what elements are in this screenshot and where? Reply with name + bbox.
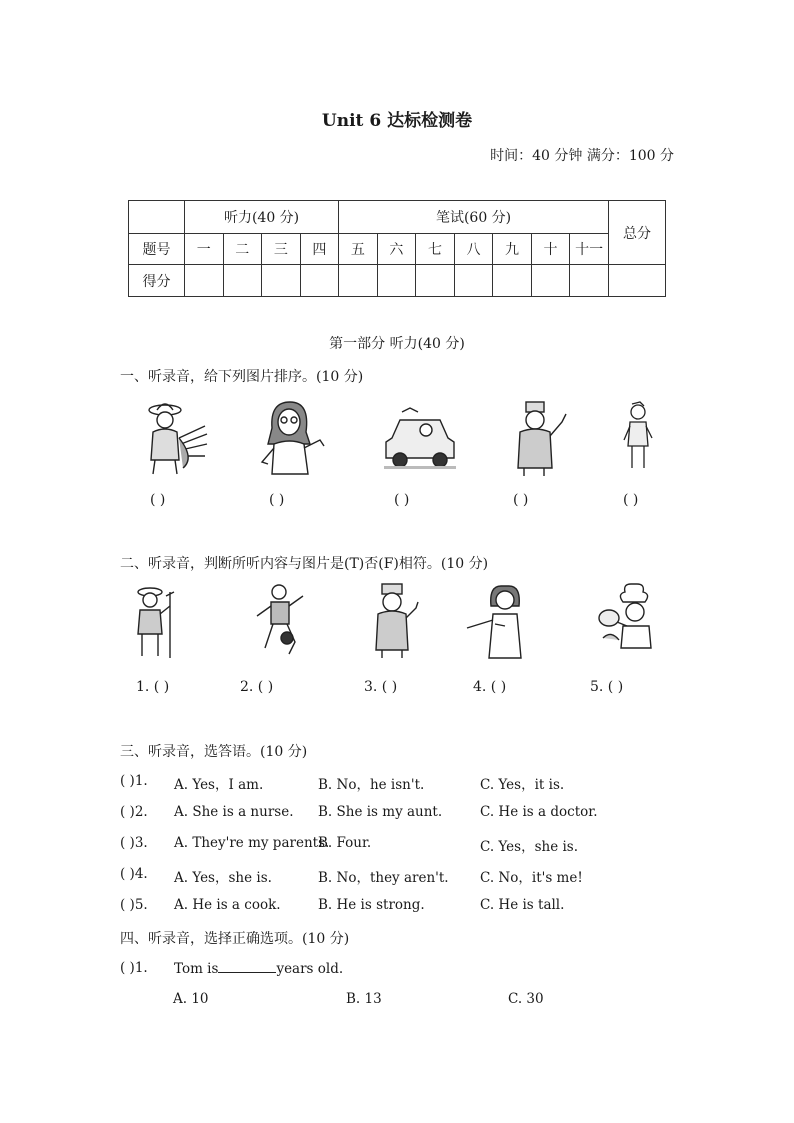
answer-blank[interactable]: ( ) [513,492,529,508]
option-c: C. No，it's me! [480,870,583,886]
tf-blank-2[interactable]: 2. ( ) [240,679,274,695]
tf-blank-1[interactable]: 1. ( ) [136,679,170,695]
option-a: A. He is a cook. [174,897,281,913]
girl-icon [250,398,330,478]
part-one-heading: 第一部分 听力(40 分) [329,336,465,352]
option-b: B. 13 [346,991,382,1007]
question-number[interactable]: ( )5. [120,897,148,913]
item-cell: 二 [223,234,262,265]
option-c: C. Yes，it is. [480,777,565,793]
item-row-label: 题号 [129,234,185,265]
score-table [128,200,666,297]
doctor-icon [360,582,440,662]
item-cell: 十一 [570,234,609,265]
answer-blank[interactable]: ( ) [269,492,285,508]
question-number[interactable]: ( )1. [120,773,148,789]
score-cell[interactable] [531,265,570,297]
teacher-icon [465,582,545,662]
tf-blank-5[interactable]: 5. ( ) [590,679,624,695]
section-4-heading: 四、听录音，选择正确选项。(10 分) [120,931,350,947]
section-3-heading: 三、听录音，选答语。(10 分) [120,744,308,760]
item-cell: 十 [531,234,570,265]
option-a: A. Yes，she is. [174,870,272,886]
score-cell[interactable] [570,265,609,297]
option-b: B. He is strong. [318,897,425,913]
score-cell[interactable] [454,265,493,297]
item-cell: 八 [454,234,493,265]
option-b: B. No，they aren't. [318,870,449,886]
question-number[interactable]: ( )2. [120,804,148,820]
writing-header: 笔试(60 分) [339,201,609,234]
score-cell[interactable] [339,265,378,297]
exam-meta: 时间：40 分钟 满分：100 分 [490,148,674,164]
item-cell: 五 [339,234,378,265]
question-number[interactable]: ( )4. [120,866,148,882]
answer-blank[interactable]: ( ) [394,492,410,508]
fill-blank[interactable] [218,960,276,973]
option-c: C. Yes，she is. [480,839,579,855]
score-cell[interactable] [377,265,416,297]
tf-blank-3[interactable]: 3. ( ) [364,679,398,695]
stem-end: years old. [276,961,344,977]
stem-start: Tom is [174,961,219,977]
item-cell: 四 [300,234,339,265]
option-a: A. 10 [173,991,209,1007]
item-cell: 九 [493,234,532,265]
total-header: 总分 [609,201,666,265]
option-c: C. He is tall. [480,897,565,913]
score-row-label: 得分 [129,265,185,297]
farmer-boy-icon [120,582,200,662]
score-cell[interactable] [493,265,532,297]
item-cell: 三 [262,234,301,265]
score-cell[interactable] [223,265,262,297]
corner-cell [129,201,185,234]
option-b: B. Four. [318,835,372,851]
tf-blank-4[interactable]: 4. ( ) [473,679,507,695]
farmer-icon [135,398,215,478]
score-cell[interactable] [300,265,339,297]
football-player-icon [243,582,323,662]
doctor-icon [500,398,580,478]
answer-blank[interactable]: ( ) [150,492,166,508]
nurse-icon [612,398,692,478]
item-cell: 六 [377,234,416,265]
section-2-heading: 二、听录音，判断所听内容与图片是(T)否(F)相符。(10 分) [120,556,489,572]
option-c: C. 30 [508,991,544,1007]
question-stem [174,960,343,977]
answer-blank[interactable]: ( ) [623,492,639,508]
question-number[interactable]: ( )3. [120,835,148,851]
item-cell: 七 [416,234,455,265]
option-b: B. No，he isn't. [318,777,425,793]
taxi-driver-icon [380,398,460,478]
item-cell: 一 [185,234,224,265]
option-a: A. She is a nurse. [174,804,294,820]
option-a: A. Yes，I am. [174,777,264,793]
cook-icon [593,582,673,662]
option-b: B. She is my aunt. [318,804,443,820]
page-title: Unit 6 达标检测卷 [321,111,473,131]
listening-header: 听力(40 分) [185,201,339,234]
score-cell[interactable] [185,265,224,297]
option-a: A. They're my parents. [174,835,330,851]
section-1-heading: 一、听录音，给下列图片排序。(10 分) [120,369,364,385]
question-number[interactable]: ( )1. [120,960,148,976]
score-cell[interactable] [416,265,455,297]
score-cell[interactable] [262,265,301,297]
total-score-cell[interactable] [609,265,666,297]
option-c: C. He is a doctor. [480,804,598,820]
